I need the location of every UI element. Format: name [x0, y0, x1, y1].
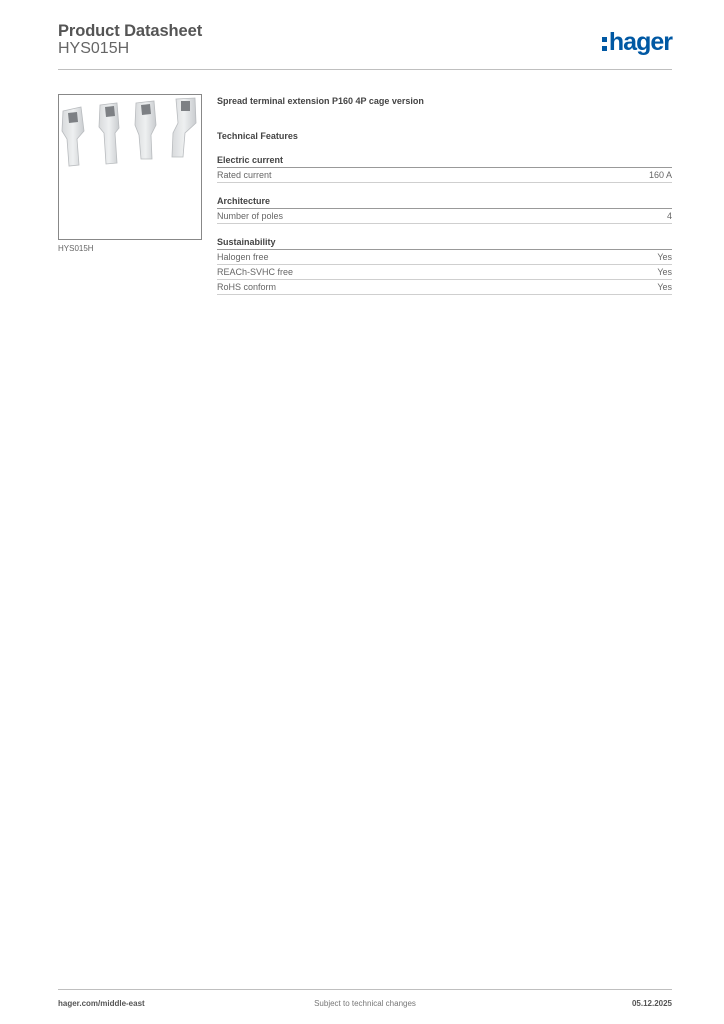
feature-row [217, 209, 672, 224]
terminal-piece-1 [62, 107, 84, 166]
page-header [58, 22, 672, 70]
footer-date: 05.12.2025 [631, 999, 672, 1008]
footer-website-link[interactable]: hager.com/middle-east [58, 999, 145, 1008]
feature-value: 4 [666, 211, 672, 221]
feature-label: RoHS conform [217, 282, 277, 292]
terminal-piece-2 [99, 103, 119, 164]
feature-row [217, 250, 672, 265]
feature-row [217, 280, 672, 295]
section-electric-current [217, 155, 672, 183]
footer-disclaimer: Subject to technical changes [314, 999, 416, 1008]
section-title: Electric current [217, 155, 672, 168]
technical-features-heading: Technical Features [217, 131, 298, 141]
feature-row [217, 265, 672, 280]
section-title: Architecture [217, 196, 672, 209]
feature-value: Yes [657, 267, 672, 277]
feature-value: Yes [657, 282, 672, 292]
section-title: Sustainability [217, 237, 672, 250]
hager-logo [602, 29, 672, 55]
datasheet-content [217, 96, 672, 295]
section-architecture [217, 196, 672, 224]
image-caption: HYS015H [58, 244, 94, 253]
section-sustainability [217, 237, 672, 295]
page-footer [58, 989, 672, 1013]
product-image [58, 94, 202, 240]
page-title: Product Datasheet [58, 22, 203, 40]
feature-row [217, 168, 672, 183]
feature-label: REACh-SVHC free [217, 267, 294, 277]
feature-value: 160 A [648, 170, 672, 180]
feature-value: Yes [657, 252, 672, 262]
product-code: HYS015H [58, 40, 130, 57]
product-description: Spread terminal extension P160 4P cage version [217, 96, 424, 106]
feature-label: Rated current [217, 170, 272, 180]
feature-label: Halogen free [217, 252, 269, 262]
terminal-extension-image [59, 95, 201, 239]
terminal-piece-4 [172, 98, 196, 157]
logo-text: hager [608, 27, 672, 56]
logo-dots-icon [602, 37, 607, 51]
terminal-piece-3 [135, 101, 156, 159]
feature-label: Number of poles [217, 211, 284, 221]
